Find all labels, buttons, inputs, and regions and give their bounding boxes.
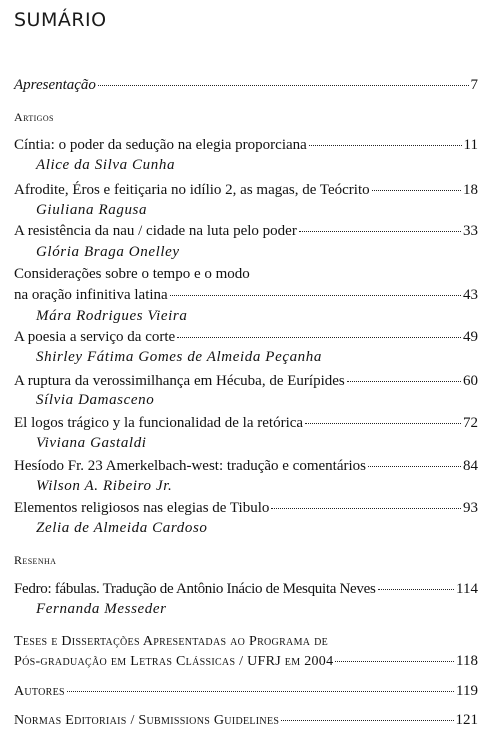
page-number: 43 bbox=[463, 287, 478, 303]
toc-entry-apresentacao[interactable] bbox=[14, 76, 478, 94]
toc-entry-autores[interactable] bbox=[14, 682, 478, 701]
entry-title-line: Considerações sobre o tempo e o modo bbox=[14, 266, 250, 282]
toc-entry-article[interactable] bbox=[14, 181, 478, 199]
page-number: 49 bbox=[463, 329, 478, 345]
entry-title: Hesíodo Fr. 23 Amerkelbach-west: tradução e comentários bbox=[14, 458, 366, 474]
entry-title: Elementos religiosos nas elegias de Tibulo bbox=[14, 500, 270, 516]
entry-author: Zelia de Almeida Cardoso bbox=[36, 520, 208, 536]
entry-title: Pós-graduação em Letras Clássicas / UFRJ em 2004 bbox=[14, 654, 334, 669]
toc-entry-article[interactable] bbox=[14, 286, 478, 304]
toc-entry-article[interactable] bbox=[14, 328, 478, 346]
dot-leader bbox=[299, 231, 461, 232]
page-number: 121 bbox=[455, 712, 478, 728]
dot-leader bbox=[335, 661, 454, 662]
dot-leader bbox=[281, 720, 453, 721]
teses-title-line: Teses e Dissertações Apresentadas ao Programa de bbox=[14, 634, 329, 649]
dot-leader bbox=[305, 423, 461, 424]
page-number: 11 bbox=[463, 137, 478, 153]
entry-author: Glória Braga Onelley bbox=[36, 244, 180, 260]
entry-title: A ruptura da verossimilhança em Hécuba, de Eurípides bbox=[14, 373, 345, 389]
entry-author: Mára Rodrigues Vieira bbox=[36, 308, 188, 324]
entry-title: Afrodite, Éros e feitiçaria no idílio 2, as magas, de Teócrito bbox=[14, 182, 370, 198]
page-number: 119 bbox=[456, 683, 478, 699]
section-heading-artigos: Artigos bbox=[14, 110, 54, 124]
entry-title: El logos trágico y la funcionalidad de la retórica bbox=[14, 415, 304, 431]
entry-title: Normas Editoriais / Submissions Guidelines bbox=[14, 713, 280, 728]
dot-leader bbox=[177, 337, 461, 338]
dot-leader bbox=[98, 85, 469, 86]
entry-author: Alice da Silva Cunha bbox=[36, 157, 176, 173]
page-number: 118 bbox=[456, 653, 478, 669]
section-heading-resenha: Resenha bbox=[14, 553, 57, 567]
dot-leader bbox=[368, 466, 461, 467]
entry-author: Wilson A. Ribeiro Jr. bbox=[36, 478, 173, 494]
dot-leader bbox=[309, 145, 462, 146]
page-number: 84 bbox=[463, 458, 478, 474]
toc-entry-article[interactable] bbox=[14, 499, 478, 517]
page-number: 60 bbox=[463, 373, 478, 389]
entry-title: Apresentação bbox=[14, 77, 96, 93]
toc-entry-article[interactable] bbox=[14, 372, 478, 390]
toc-entry-article[interactable] bbox=[14, 457, 478, 475]
page-number: 33 bbox=[463, 223, 478, 239]
page-number: 18 bbox=[463, 182, 478, 198]
entry-title: Autores bbox=[14, 684, 65, 699]
entry-title: na oração infinitiva latina bbox=[14, 287, 168, 303]
toc-entry-resenha[interactable] bbox=[14, 580, 478, 598]
page-number: 72 bbox=[463, 415, 478, 431]
entry-author: Giuliana Ragusa bbox=[36, 202, 148, 218]
entry-title: A resistência da nau / cidade na luta pelo poder bbox=[14, 223, 297, 239]
toc-entry-teses[interactable] bbox=[14, 652, 478, 671]
toc-entry-article[interactable] bbox=[14, 414, 478, 432]
page-title: SUMÁRIO bbox=[14, 9, 107, 31]
dot-leader bbox=[67, 691, 454, 692]
page-number: 93 bbox=[463, 500, 478, 516]
entry-title: A poesia a serviço da corte bbox=[14, 329, 176, 345]
toc-entry-normas[interactable] bbox=[14, 711, 478, 730]
toc-entry-article[interactable] bbox=[14, 222, 478, 240]
page-number: 7 bbox=[470, 77, 478, 93]
entry-title: Cíntia: o poder da sedução na elegia proporciana bbox=[14, 137, 307, 153]
dot-leader bbox=[271, 508, 461, 509]
entry-author: Sílvia Damasceno bbox=[36, 392, 155, 408]
dot-leader bbox=[347, 381, 461, 382]
dot-leader bbox=[378, 589, 455, 590]
entry-author: Viviana Gastaldi bbox=[36, 435, 147, 451]
entry-author: Shirley Fátima Gomes de Almeida Peçanha bbox=[36, 349, 322, 365]
page-number: 114 bbox=[456, 581, 478, 597]
entry-title: Fedro: fábulas. Tradução de Antônio Inácio de Mesquita Neves bbox=[14, 581, 376, 597]
dot-leader bbox=[372, 190, 461, 191]
dot-leader bbox=[170, 295, 461, 296]
entry-author: Fernanda Messeder bbox=[36, 601, 167, 617]
toc-entry-article[interactable] bbox=[14, 136, 478, 154]
